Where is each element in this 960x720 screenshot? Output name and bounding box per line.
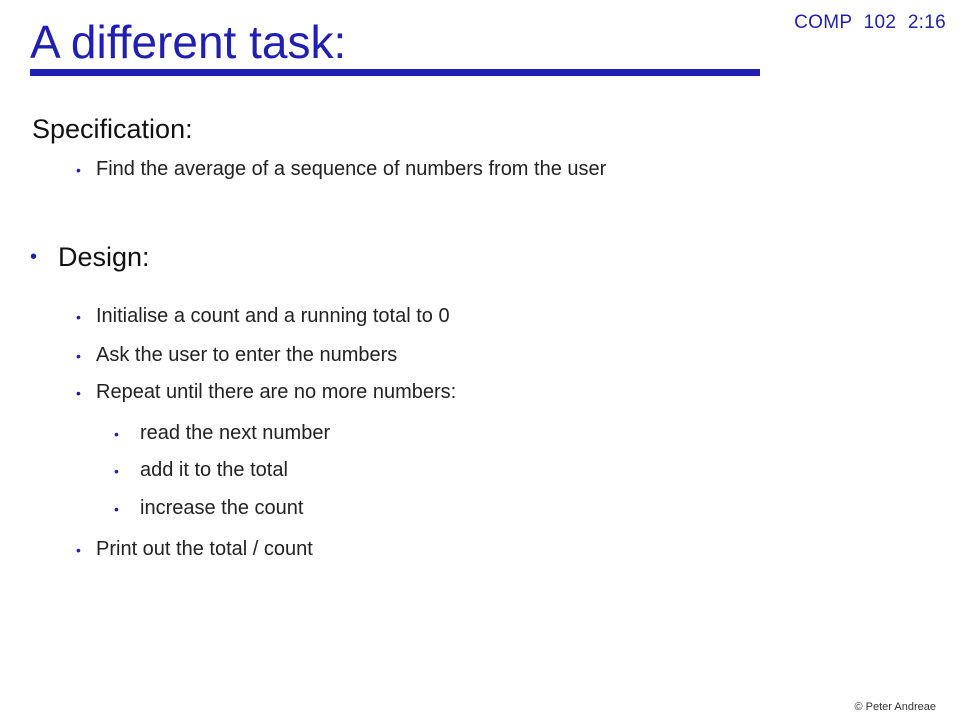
course-name: COMP: [794, 12, 853, 33]
bullet-icon: •: [76, 384, 81, 401]
design-subitem-text: increase the count: [140, 497, 304, 519]
design-heading-row: [30, 242, 150, 273]
bullet-icon: •: [76, 541, 81, 558]
bullet-icon: •: [76, 308, 81, 325]
design-item-text: Ask the user to enter the numbers: [96, 344, 398, 366]
design-item: [76, 538, 313, 561]
slide-number: 2:16: [907, 12, 946, 33]
bullet-icon: •: [114, 425, 119, 442]
design-subitem: [114, 497, 303, 520]
bullet-icon: •: [76, 161, 81, 178]
design-item: [76, 344, 397, 367]
specification-item-text: Find the average of a sequence of numbers from the user: [96, 158, 607, 180]
design-heading: Design:: [58, 242, 150, 272]
title-underline: [30, 69, 760, 76]
bullet-icon: •: [76, 347, 81, 364]
course-code: [794, 12, 946, 34]
design-subitem-text: add it to the total: [140, 459, 288, 481]
design-item-text: Initialise a count and a running total to 0: [96, 305, 450, 327]
bullet-icon: •: [114, 500, 119, 517]
design-item: [76, 381, 456, 404]
bullet-icon: •: [114, 462, 119, 479]
bullet-icon: •: [30, 246, 38, 268]
specification-heading: Specification:: [32, 114, 193, 144]
slide-title: A different task:: [30, 16, 347, 68]
design-item: [76, 305, 450, 328]
design-item-text: Print out the total / count: [96, 538, 313, 560]
design-item-text: Repeat until there are no more numbers:: [96, 381, 457, 403]
specification-item: [76, 158, 606, 181]
copyright-notice: © Peter Andreae: [854, 701, 936, 713]
design-subitem: [114, 459, 288, 482]
design-subitem: [114, 422, 330, 445]
course-number: 102: [863, 12, 897, 33]
design-subitem-text: read the next number: [140, 422, 331, 444]
